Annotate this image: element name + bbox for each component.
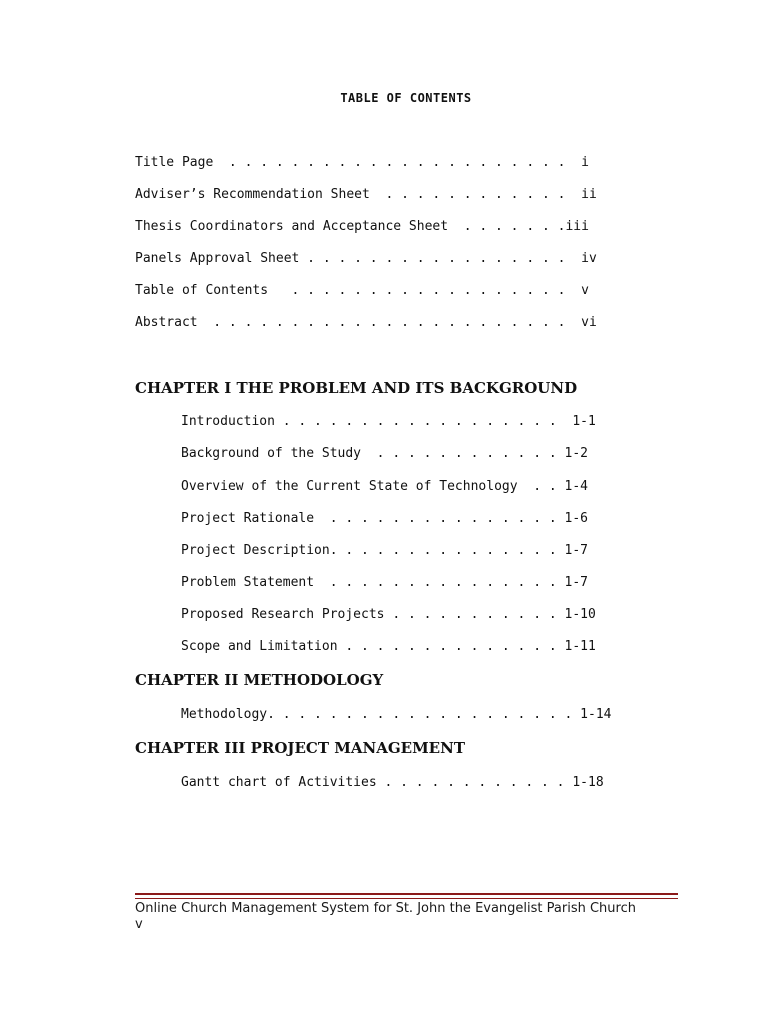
toc-entry-table-of-contents: Table of Contents . . . . . . . . . . . . . . . . . . v (135, 283, 589, 298)
chapter-1-heading: CHAPTER I THE PROBLEM AND ITS BACKGROUND (135, 379, 578, 397)
footer-page-number: v (135, 917, 143, 932)
toc-entry-methodology: Methodology. . . . . . . . . . . . . . . . . . . . 1-14 (181, 707, 612, 722)
toc-entry-overview-technology: Overview of the Current State of Technology . . 1-4 (181, 479, 588, 494)
toc-entry-panels-approval: Panels Approval Sheet . . . . . . . . . . . . . . . . . iv (135, 251, 597, 266)
footer-rule-thick (135, 893, 678, 895)
toc-entry-project-rationale: Project Rationale . . . . . . . . . . . . . . . 1-6 (181, 511, 588, 526)
footer-rule-thin (135, 898, 678, 899)
toc-entry-proposed-research-projects: Proposed Research Projects . . . . . . . . . . . 1-10 (181, 607, 596, 622)
toc-entry-title-page: Title Page . . . . . . . . . . . . . . . . . . . . . . i (135, 155, 589, 170)
toc-entry-thesis-coordinators: Thesis Coordinators and Acceptance Sheet . . . . . . .iii (135, 219, 589, 234)
toc-entry-scope-limitation: Scope and Limitation . . . . . . . . . . . . . . 1-11 (181, 639, 596, 654)
chapter-3-heading: CHAPTER III PROJECT MANAGEMENT (135, 739, 465, 757)
chapter-2-heading: CHAPTER II METHODOLOGY (135, 671, 384, 689)
page-title: TABLE OF CONTENTS (340, 91, 472, 105)
toc-entry-problem-statement: Problem Statement . . . . . . . . . . . . . . . 1-7 (181, 575, 588, 590)
toc-entry-background-of-study: Background of the Study . . . . . . . . . . . . 1-2 (181, 446, 588, 461)
toc-entry-project-description: Project Description. . . . . . . . . . . . . . . 1-7 (181, 543, 588, 558)
toc-entry-adviser-recommendation: Adviser’s Recommendation Sheet . . . . . . . . . . . . ii (135, 187, 597, 202)
toc-entry-introduction: Introduction . . . . . . . . . . . . . . . . . . 1-1 (181, 414, 596, 429)
toc-entry-gantt-chart: Gantt chart of Activities . . . . . . . . . . . . 1-18 (181, 775, 604, 790)
footer-title: Online Church Management System for St. John the Evangelist Parish Church (135, 901, 636, 916)
toc-entry-abstract: Abstract . . . . . . . . . . . . . . . . . . . . . . . vi (135, 315, 597, 330)
